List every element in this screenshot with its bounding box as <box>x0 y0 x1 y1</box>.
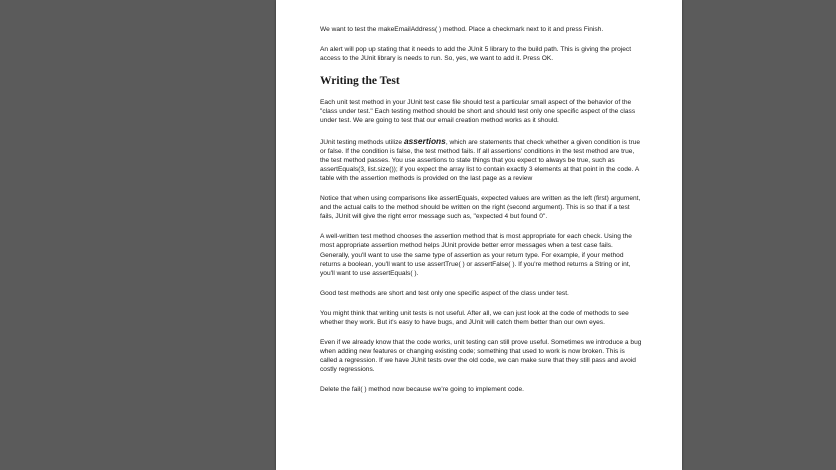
assertions-emphasis: assertions <box>403 135 446 146</box>
document-page <box>276 0 682 470</box>
paragraph-assertions <box>320 137 642 183</box>
paragraph-good-test-methods: Good test methods are short and test only one specific aspect of the class under test. <box>320 289 569 297</box>
paragraph-expected-values: Notice that when using comparisons like assertEquals, expected values are written as the left (first) argument, and the actual calls to the method should be written on the right (second argument). This is so that if a test fails, JUnit will give the right error message such as, "expected 4 but found 0". <box>320 195 641 221</box>
paragraph-select-method: We want to test the makeEmailAddress( ) method. Place a checkmark next to it and press Finish. <box>320 26 604 33</box>
paragraph-regression: Even if we already know that the code works, unit testing can still prove useful. Sometimes we introduce a bug when adding new features or changing existing code; something that used to work is now broken. This is called a regression. If we have JUnit tests over the old code, we can make sure that they still pass and avoid costly regressions. <box>320 339 642 374</box>
assertions-text-before: JUnit testing methods utilize <box>320 138 404 146</box>
assertions-text-after: , which are statements that check whether a given condition is true or false. If the condition is false, the test method fails. If all assertions' conditions in the test method are true, the test method passes. You use assertions to state things that you expect to always be true, such as assertEquals(3, list.size()); if you expect the array list to contain exactly 3 elements at that point in the code. A table with the assertion methods is provided on the last page as a review <box>320 138 641 182</box>
paragraph-well-written-test: A well-written test method chooses the assertion method that is most appropriate for each check. Using the most appropriate assertion method helps JUnit provide better error messages when a test case fails. Generally, you'll want to use the same type of assertion as your return type. For example, if your method returns a boolean, you'll want to use assertTrue( ) or assertFalse( ). If you're method returns a String or int, you'll want to use assertEquals( ). <box>320 233 632 277</box>
section-heading: Writing the Test <box>320 75 400 88</box>
paragraph-unit-test-method: Each unit test method in your JUnit test case file should test a particular small aspect of the behavior of the "class under test." Each testing method should be short and should test only one specific aspect of the class under test. We are going to test that our email creation method works as it should. <box>320 99 636 125</box>
paragraph-usefulness: You might think that writing unit tests is not useful. After all, we can just look at the code of methods to see whether they work. But it's easy to have bugs, and JUnit will catch them better than our own eyes. <box>320 309 629 326</box>
paragraph-junit-alert: An alert will pop up stating that it needs to add the JUnit 5 library to the build path. This is giving the project access to the JUnit library is needs to run. So, yes, we want to add it. Press OK. <box>320 46 632 63</box>
paragraph-delete-fail: Delete the fail( ) method now because we're going to implement code. <box>320 386 524 394</box>
page-content <box>320 25 642 406</box>
